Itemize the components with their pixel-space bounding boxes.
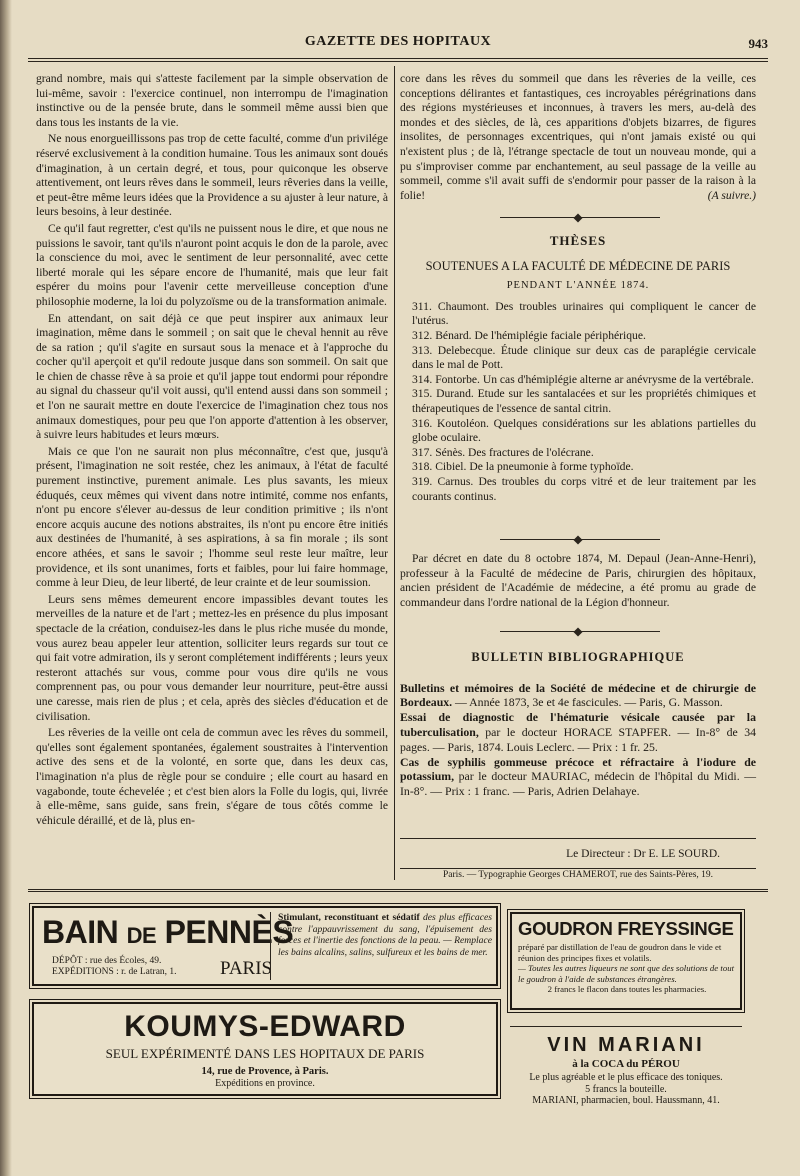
thesis-item: 317. Sénès. Des fractures de l'olécrane. (412, 445, 594, 459)
director-line: Le Directeur : Dr E. LE SOURD. (566, 848, 720, 860)
ad-koumys-edward (32, 1002, 498, 1096)
paragraph: grand nombre, mais qui s'atteste facilement par la simple observation de lui-même, savoir : l'exercice continuel, non interrompu de l'imagination instinctive ou de la pensée brute, dans le sommeil même aussi bien que dans tous les instants de la vie. (36, 72, 388, 129)
ad-freyssinge-name: GOUDRON FREYSSINGE (518, 918, 734, 939)
ad-vin-mariani (510, 1026, 742, 1116)
column-divider (394, 66, 395, 880)
ad-mariani-sub: à la COCA du PÉROU (572, 1058, 680, 1070)
theses-period: PENDANT L'ANNÉE 1874. (506, 280, 650, 292)
ad-pennes-name (42, 914, 293, 954)
biblio-details: — Année 1873, 3e et 4e fascicules. — Paris, G. Masson. (452, 695, 723, 710)
ad-koumys-name: KOUMYS-EDWARD (124, 1010, 406, 1043)
thesis-item: 314. Fontorbe. Un cas d'hémiplégie alterne ar anévrysme de la vertébrale. (412, 372, 754, 386)
ad-pennes-addresses (52, 956, 177, 978)
journal-title: GAZETTE DES HOPITAUX (304, 34, 492, 49)
ad-pennes-expeditions: EXPÉDITIONS : r. de Latran, 1. (52, 967, 177, 977)
biblio-entry (400, 710, 756, 754)
thesis-item: 312. Bénard. De l'hémiplégie faciale périphérique. (412, 328, 646, 342)
ad-pennes-word: DE (126, 923, 157, 948)
thesis-item: 318. Cibiel. De la pneumonie à forme typhoïde. (412, 460, 634, 474)
ad-pennes-word: PENNÈS (164, 914, 294, 950)
page-number: 943 (748, 36, 768, 51)
header-rule-2 (28, 61, 768, 62)
article-continuation (400, 72, 756, 204)
biblio-details: par le docteur MAURIAC, médecin de l'hôpital du Midi. — In-8°. — Prix : 1 franc. — Paris, Adrien Delahaye. (400, 769, 756, 799)
thesis-item: 311. Chaumont. Des troubles urinaires qui compliquent le cancer de l'utérus. (412, 299, 756, 328)
biblio-details: par le docteur HORACE STAPFER. — In-8° de 34 pages. — Paris, 1874. Louis Leclerc. — Prix : 1 fr. 25. (400, 724, 756, 754)
paragraph: Ne nous enorgueillissons pas trop de cette faculté, comme d'un privilége réservé exclusivement à la condition humaine. Tous les animaux sont doués d'imagination, à un certain degré, et tous, pour quiconque les observe attentivement, ont leurs rêves dans le sommeil, leurs rêveries dans la veille, et peut-être même leurs idées que la Providence a su ajuster à leur nature, à leurs besoins, à leur destinée. (36, 132, 388, 219)
biblio-title: Bulletins et mémoires de la Société de médecine et de chirurgie de Bordeaux. (400, 680, 756, 710)
paragraph: Mais ce que l'on ne saurait non plus méconnaître, c'est que, jusqu'à présent, l'imagination ne soit restée, chez les animaux, à l'état de faculté purement instinctive, purement animale. Les plus savants, les mieux éduqués, ceux mêmes qui vivent dans notre intimité, comme nos enfants, n'ont pu encore s'élever au-dessus de leur condition primitive ; ils n'ont encore acquis aucune des notions abstraites, ils n'ont pu encore être initiés aux destinées de l'humanité, à ses aspirations, à sa fin morale ; ils sont encore athées, et sans le savoir ; l'homme seul reste leur maître, leur providence, et ils sont unanimes, forts et faibles, pour lui faire hommage, comme à leur Dieu, de leur liberté, de leur crainte et de leur soumission. (36, 444, 388, 590)
ad-freyssinge-line: préparé par distillation de l'eau de goudron dans le vide et réunion des principes fixes et volatils. (518, 942, 722, 963)
ad-divider (270, 912, 273, 980)
ad-freyssinge-text (518, 942, 736, 995)
page-header (28, 30, 768, 54)
printer-rule (400, 868, 756, 869)
ad-mariani-line: 5 francs la bouteille. (585, 1083, 667, 1095)
ad-goudron-freyssinge (510, 912, 742, 1010)
decree-notice (400, 552, 756, 610)
theses-section (400, 234, 756, 504)
bulletin-section (400, 650, 756, 799)
thesis-item: 313. Delebecque. Étude clinique sur deux cas de paraplégie cervicale dans le mal de Pott. (412, 343, 756, 372)
paragraph: Les rêveries de la veille ont cela de commun avec les rêves du sommeil, qu'elles sont également spontanées, également soustraites à l'intervention active des sens et de la volonté, en sorte que, dans les deux cas, l'imagination n'a plus de règle pour se conduire ; elle court au hasard en vagabonde, toute échevelée ; et c'est bien alors la Folle du logis, qui, livrée à elle-même, sans guide, sans frein, s'égare de tous côtés comme le véhicule déraillé, et de là, plus en- (36, 726, 388, 827)
bulletin-title: BULLETIN BIBLIOGRAPHIQUE (471, 650, 685, 664)
biblio-title: Essai de diagnostic de l'hématurie vésicale causée par la tuberculisation, (400, 710, 756, 739)
biblio-entry (400, 755, 756, 799)
section-ornament (500, 214, 660, 222)
printer-line: Paris. — Typographie Georges CHAMEROT, rue des Saints-Pères, 19. (442, 870, 714, 880)
ad-pennes-depot: DÉPÔT : rue des Écoles, 49. (52, 956, 162, 966)
paragraph: Leurs sens mêmes demeurent encore impassibles devant toutes les merveilles de la nature et de l'art ; mettez-les en présence du plus imposant spectacle de la création, conduisez-les dans le plus riche musée du monde, vous aurez beau appeler leur attention, solliciter leurs regards sur tout ce qui fait votre admiration, ils y seront complétement indifférents ; leurs yeux resteront attachés sur vous, comme pour vous dire qu'ils ne vous comprennent pas, ou pour vous demander leur nourriture, peut-être aussi une caresse, mais rien de plus ; et cela, après des siècles d'éducation et de civilisation. (36, 592, 388, 723)
paragraph: Par décret en date du 8 octobre 1874, M. Depaul (Jean-Anne-Henri), professeur à la Faculté de médecine de Paris, chirurgien des hôpitaux, ancien président de l'Académie de médecine, a été promu au grade de commandeur dans l'ordre national de la Légion d'honneur. (400, 552, 756, 609)
left-column (36, 72, 388, 877)
thesis-item: 319. Carnus. Des troubles du corps vitré et de leur traitement par les courants continus. (412, 474, 756, 503)
paragraph: En attendant, on sait déjà ce que peut inspirer aux animaux leur imagination, même dans le sommeil ; on sait que le cheval hennit au rêve de sa ration ; qu'il s'agite en sursaut sous la menace et à l'approche du cocher qu'il aperçoit et qu'il redoute jusque dans son sommeil. On sait que le chien de chasse rêve à sa proie et qu'il jappe tout endormi pour répondre au signal du chasseur qu'il voit aussi, qu'il entend aussi dans son sommeil ; et l'on ne saurait mettre en doute l'exercice de l'imagination chez tous nos animaux domestiques, pour peu que l'on apporte d'attention à les observer, à suivre leurs habitudes et leurs mœurs. (36, 311, 388, 442)
ad-pennes-desc-bold: Stimulant, reconstituant et sédatif (278, 912, 420, 923)
ad-pennes-desc-rest: des plus efficaces contre l'appauvrissement du sang, l'épuisement des forces et l'inertie des fonctions de la peau. — Remplace les bains alcalins, salins, sulfureux et les bains de mer. (278, 912, 492, 958)
ad-freyssinge-line: 2 francs le flacon dans toutes les pharmacies. (547, 984, 707, 995)
ad-mariani-line: Le plus agréable et le plus efficace des toniques. (529, 1072, 723, 1083)
ad-mariani-text (510, 1072, 742, 1107)
ad-mariani-line: MARIANI, pharmacien, boul. Haussmann, 41. (532, 1095, 720, 1106)
section-ornament (500, 536, 660, 544)
ad-pennes-word: BAIN (42, 914, 119, 950)
ads-separator (28, 889, 768, 892)
ad-koumys-address: 14, rue de Provence, à Paris. (201, 1066, 329, 1077)
to-follow-note: (A suivre.) (707, 189, 756, 203)
paragraph: core dans les rêves du sommeil que dans les rêveries de la veille, ces conceptions délirantes et fantastiques, ces incroyables pérégrinations dans des régions mystérieuses et inconnues, à travers les mers, au-delà des mondes et des siècles, de là, ces apparitions d'objets bizarres, de figures insolites, de personnages excentriques, qui n'ont jamais existé ou qui n'existent plus ; de là, l'étrange spectacle de tout un nouveau monde, qui a pu s'improviser comme par enchantement, au seul passage de la veille au sommeil, comme s'il avait suffi de s'endormir pour passer de la raison à la folie! (400, 72, 756, 202)
thesis-item: 315. Durand. Etude sur les santalacées et sur les propriétés chimiques et thérapeutiques de l'essence de santal citrin. (412, 387, 756, 415)
ad-mariani-name: VIN MARIANI (547, 1034, 705, 1056)
ad-pennes-city: PARIS (220, 958, 273, 979)
ad-bain-de-pennes (32, 906, 498, 986)
director-rule (400, 838, 756, 839)
header-rule (28, 58, 768, 59)
ad-pennes-description (278, 912, 492, 958)
theses-subtitle: SOUTENUES A LA FACULTÉ DE MÉDECINE DE PARIS (425, 258, 731, 273)
section-ornament (500, 628, 660, 636)
ad-koumys-shipping: Expéditions en province. (215, 1078, 315, 1089)
ad-rule (510, 1026, 742, 1027)
theses-title: THÈSES (549, 233, 607, 248)
thesis-item: 316. Koutoléon. Quelques considérations sur les ablations partielles du globe oculaire. (412, 416, 756, 445)
ad-koumys-tagline: SEUL EXPÉRIMENTÉ DANS LES HOPITAUX DE PARIS (105, 1046, 425, 1061)
binding-shadow (0, 0, 12, 1176)
ad-freyssinge-line: — Toutes les autres liqueurs ne sont que des solutions de tout le goudron à l'aide de substances étrangères. (518, 963, 735, 984)
paragraph: Ce qu'il faut regretter, c'est qu'ils ne puissent nous le dire, et que nous ne puissions le savoir, tant qu'ils n'auront point acquis le don de la parole, avec la conscience du moi, avec le sentiment de leur personnalité, avec cette liberté morale qui les sépare encore de l'humanité, mais que leur fait espérer du moins pour l'avenir cette merveilleuse conception d'une philosophie moderne, la loi du polyzoïsme ou de la transformation animale. (36, 221, 388, 308)
biblio-entry (400, 681, 756, 711)
biblio-title: Cas de syphilis gommeuse précoce et réfractaire à l'iodure de potassium, (400, 754, 756, 784)
